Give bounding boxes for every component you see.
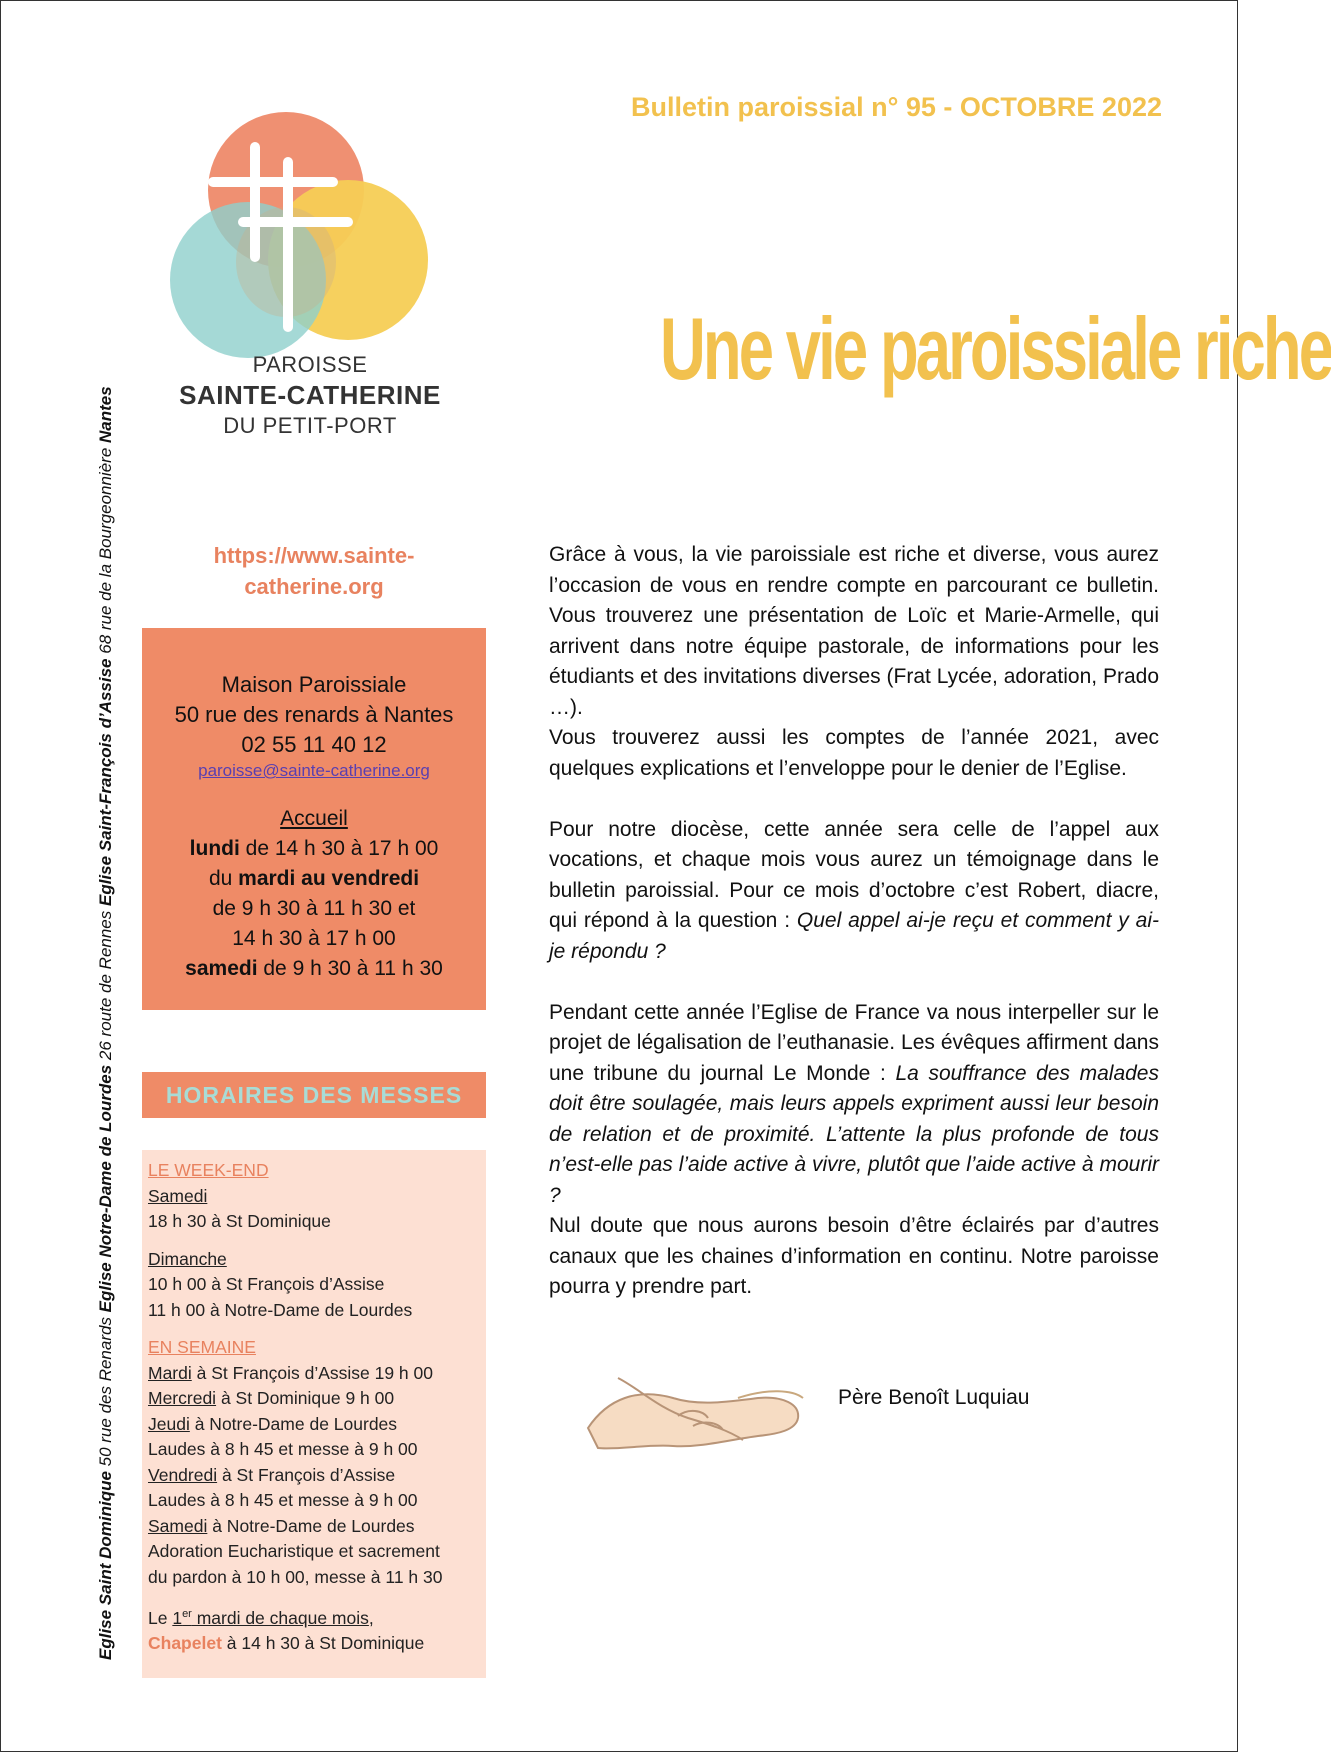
accueil-line-lundi: lundi de 14 h 30 à 17 h 00 bbox=[189, 837, 439, 860]
accueil-title: Accueil bbox=[280, 807, 348, 830]
mercredi-line: Mercredi à St Dominique 9 h 00 bbox=[148, 1388, 395, 1408]
article-paragraph-3: Pour notre diocèse, cette année sera celle de l’appel aux vocations, et chaque mois vous aurez un témoignage dans le bulletin paroissial. Pour ce mois d’octobre c’est Robert, diacre, qui répond à la question : Quel appel ai-je reçu et comment y ai-je répondu ? bbox=[549, 817, 1159, 963]
jeudi-line-2: Laudes à 8 h 45 et messe à 9 h 00 bbox=[148, 1439, 418, 1459]
article-paragraph-4: Pendant cette année l’Eglise de France va nous interpeller sur le projet de légalisation de l’euthanasie. Les évêques affirment dans une tribune du journal Le Monde : La souffrance des malades doit être soulagée, mais leurs appels expriment aussi leur besoin de relation et de proximité. L’attente la plus profonde de tous n’est-elle pas l’aide active à vivre, plutôt que l’aide active à mourir ? bbox=[549, 1000, 1159, 1207]
accueil-line-samedi: samedi de 9 h 30 à 11 h 30 bbox=[185, 957, 443, 980]
accueil-line-morning: de 9 h 30 à 11 h 30 et bbox=[212, 897, 416, 920]
jeudi-line: Jeudi à Notre-Dame de Lourdes bbox=[148, 1413, 398, 1434]
samedi-mass: 18 h 30 à St Dominique bbox=[148, 1211, 331, 1231]
dimanche-label: Dimanche bbox=[148, 1248, 227, 1269]
samedi-semaine-line: Samedi à Notre-Dame de Lourdes bbox=[148, 1515, 415, 1536]
horaires-header: HORAIRES DES MESSES bbox=[142, 1072, 486, 1118]
contact-name: Maison Paroissiale bbox=[221, 672, 407, 697]
samedi-semaine-line-3: du pardon à 10 h 00, messe à 11 h 30 bbox=[148, 1566, 443, 1587]
logo-line-petit-port: DU PETIT-PORT bbox=[223, 413, 397, 438]
side-address-text: Eglise Saint Dominique 50 rue des Renards Eglise Notre-Dame de Lourdes 26 route de Rennes Eglise Saint-François d’Assise 68 rue de la Bourgeonnière Nantes bbox=[96, 386, 115, 1660]
samedi-label: Samedi bbox=[148, 1185, 208, 1206]
chapelet-line-2: Chapelet à 14 h 30 à St Dominique bbox=[148, 1633, 425, 1654]
chapelet-line-1: Le 1er mardi de chaque mois, bbox=[148, 1607, 374, 1628]
semaine-title: EN SEMAINE bbox=[148, 1337, 256, 1357]
accueil-line-mardi: du mardi au vendredi bbox=[208, 867, 420, 890]
vendredi-line-2: Laudes à 8 h 45 et messe à 9 h 00 bbox=[148, 1490, 418, 1510]
mass-schedule-box bbox=[142, 1150, 486, 1678]
dimanche-mass-1: 10 h 00 à St François d’Assise bbox=[148, 1274, 385, 1294]
contact-address: 50 rue des renards à Nantes bbox=[174, 702, 454, 727]
vendredi-line: Vendredi à St François d’Assise bbox=[148, 1464, 396, 1485]
signature: Père Benoît Luquiau bbox=[838, 1386, 1030, 1409]
logo-line-sainte-catherine: SAINTE-CATHERINE bbox=[179, 380, 441, 410]
article-paragraph-5: Nul doute que nous aurons besoin d’être éclairés par d’autres canaux que les chaines d’information en continu. Notre paroisse pourra y prendre part. bbox=[549, 1214, 1159, 1298]
weekend-title: LE WEEK-END bbox=[148, 1160, 269, 1180]
contact-phone: 02 55 11 40 12 bbox=[241, 732, 387, 757]
holding-hands-illustration bbox=[578, 1358, 808, 1458]
page-title: Une vie paroissiale riche bbox=[660, 299, 1331, 398]
mardi-line: Mardi à St François d’Assise 19 h 00 bbox=[148, 1362, 433, 1383]
website-link[interactable] bbox=[142, 540, 486, 602]
article-paragraph-2: Vous trouverez aussi les comptes de l’année 2021, avec quelques explications et l’enveloppe pour le denier de l’Eglise. bbox=[549, 726, 1159, 780]
contact-email[interactable]: paroisse@sainte-catherine.org bbox=[198, 761, 430, 780]
website-line-2: catherine.org bbox=[244, 574, 384, 599]
logo-wordmark bbox=[150, 352, 470, 439]
contact-box bbox=[142, 628, 486, 1010]
samedi-semaine-line-2: Adoration Eucharistique et sacrement bbox=[148, 1541, 440, 1561]
article-body bbox=[549, 540, 1159, 1303]
logo-line-paroisse: PAROISSE bbox=[252, 352, 368, 377]
article-paragraph-1: Grâce à vous, la vie paroissiale est riche et diverse, vous aurez l’occasion de vous en rendre compte en parcourant ce bulletin. Vous trouverez une présentation de Loïc et Marie-Armelle, qui arrivent dans notre équipe pastorale, de informations pour les étudiants et des invitations diverses (Frat Lycée, adoration, Prado …). bbox=[549, 543, 1159, 719]
website-line-1: https://www.sainte- bbox=[213, 543, 415, 568]
dimanche-mass-2: 11 h 00 à Notre-Dame de Lourdes bbox=[148, 1299, 413, 1320]
accueil-line-afternoon: 14 h 30 à 17 h 00 bbox=[232, 927, 396, 950]
bulletin-number: Bulletin paroissial n° 95 - OCTOBRE 2022 bbox=[631, 92, 1162, 122]
